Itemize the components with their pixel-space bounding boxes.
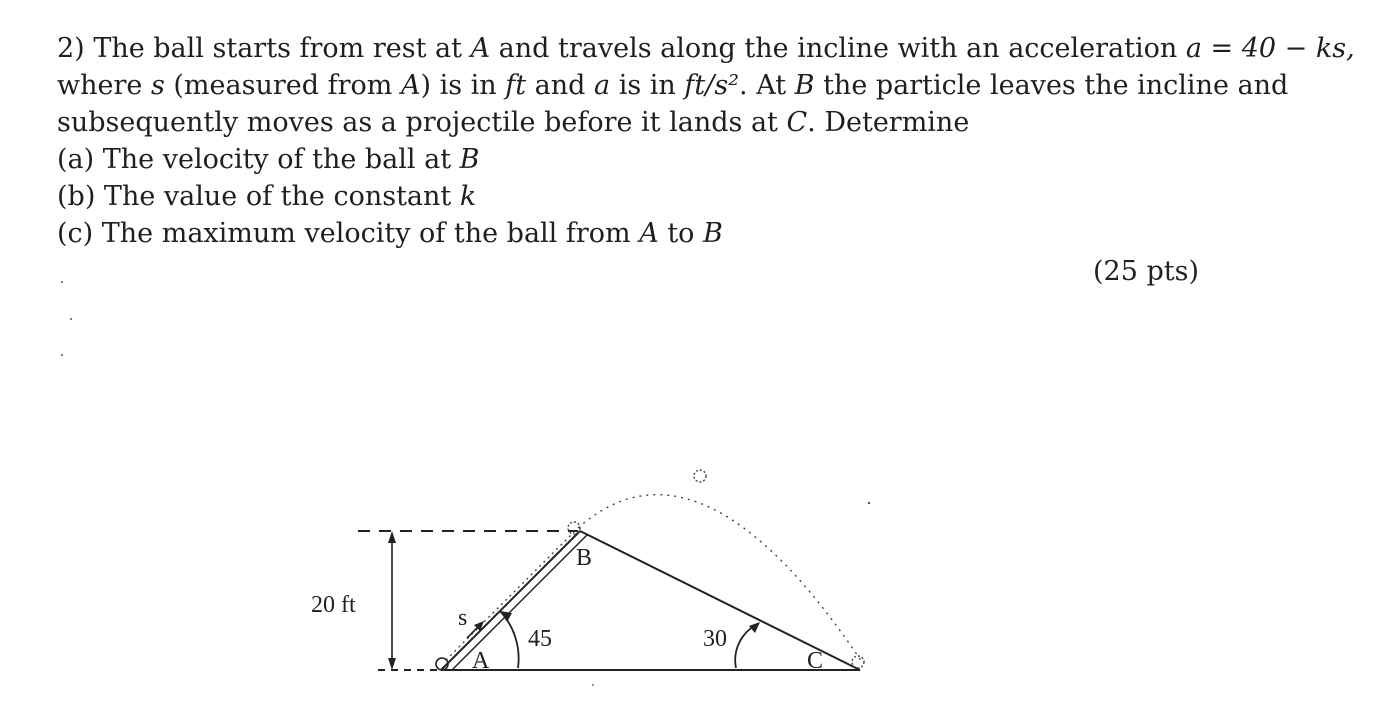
problem-line-3: subsequently moves as a projectile before it lands at C. Determine <box>57 107 970 138</box>
scan-speck <box>592 684 594 686</box>
scan-speck <box>868 502 870 504</box>
points-label: (25 pts) <box>1093 256 1199 287</box>
angle-30-label: 30 <box>703 626 727 652</box>
ball-at-c-icon <box>852 656 864 668</box>
s-label: s <box>458 605 468 631</box>
angle-30-arrow <box>749 622 760 633</box>
problem-line-1: 2) The ball starts from rest at A and travels along the incline with an acceleration a = 40 − ks, <box>57 33 1355 64</box>
part-c: (c) The maximum velocity of the ball from A to B <box>57 218 723 249</box>
acceleration-equation: a = 40 − ks, <box>1185 33 1355 64</box>
ball-path-incline <box>446 532 574 660</box>
point-c-label: C <box>807 648 824 674</box>
part-b: (b) The value of the constant k <box>57 181 477 212</box>
point-b-label: B <box>576 545 593 571</box>
dimension-arrow-down <box>388 658 396 670</box>
part-a: (a) The velocity of the ball at B <box>57 144 480 175</box>
ball-apex-icon <box>694 470 706 482</box>
incline-ab <box>441 531 580 670</box>
angle-45-label: 45 <box>528 626 552 652</box>
dimension-arrow-up <box>388 531 396 543</box>
point-a-label: A <box>472 648 490 674</box>
height-label: 20 ft <box>311 592 356 618</box>
problem-line-2: where s (measured from A) is in ft and a is in ft/s². At B the particle leaves the incline and <box>57 70 1289 101</box>
